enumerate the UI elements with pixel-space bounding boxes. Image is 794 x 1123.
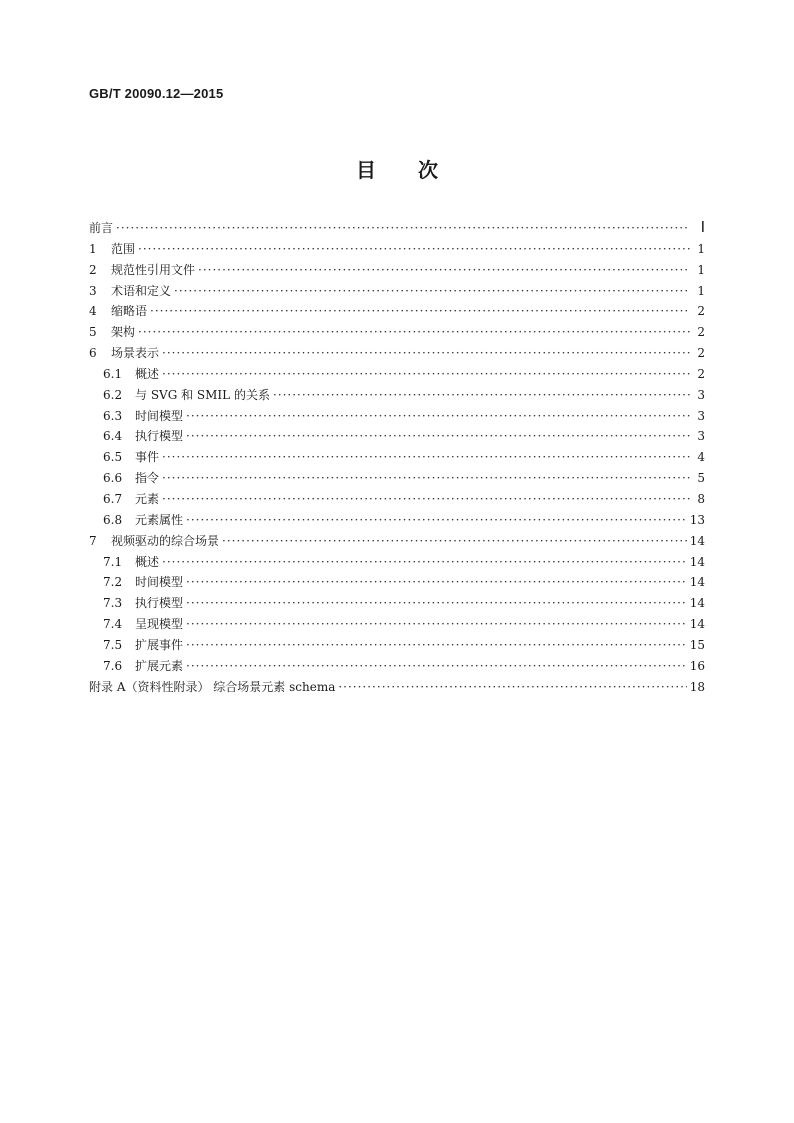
toc-dot-leader: [162, 447, 690, 468]
toc-entry-title: 附录 A（资料性附录） 综合场景元素 schema: [89, 679, 336, 694]
toc-entry-number: 7.2: [103, 575, 123, 590]
toc-entry-number: 6.7: [103, 491, 123, 506]
toc-entry-page: 1: [697, 241, 705, 256]
toc-dot-leader: [273, 385, 690, 406]
toc-entry-page: 2: [697, 346, 705, 361]
toc-entry-number: 6.2: [103, 387, 123, 402]
toc-entry-number: 6.4: [103, 429, 123, 444]
toc-entry-title: 架构: [111, 325, 136, 340]
toc-entry-title: 元素: [135, 491, 160, 506]
toc-entry-title: 时间模型: [135, 575, 184, 590]
toc-entry-number: 7.3: [103, 596, 123, 611]
toc-entry-20[interactable]: [89, 635, 705, 656]
toc-dot-leader: [138, 239, 690, 260]
toc-entry-page: 15: [689, 637, 705, 652]
toc-entry-19[interactable]: [89, 614, 705, 635]
toc-entry-number: 7.5: [103, 637, 123, 652]
toc-dot-leader: [186, 635, 687, 656]
toc-entry-number: 4: [89, 304, 97, 319]
toc-entry-title: 视频驱动的综合场景: [111, 533, 220, 548]
toc-entry-page: 3: [697, 387, 705, 402]
toc-entry-title: 与 SVG 和 SMIL 的关系: [135, 387, 270, 402]
toc-dot-leader: [162, 489, 690, 510]
toc-entry-title: 前言: [89, 221, 114, 235]
toc-dot-leader: [186, 572, 687, 593]
toc-entry-12[interactable]: [89, 468, 705, 489]
toc-entry-15[interactable]: [89, 531, 705, 552]
toc-entry-page: 2: [697, 304, 705, 319]
toc-entry-title: 概述: [135, 366, 160, 381]
toc-entry-4[interactable]: [89, 301, 705, 322]
toc-entry-number: 7.1: [103, 554, 123, 569]
toc-entry-title: 范围: [111, 241, 136, 256]
toc-entry-number: 6: [89, 346, 97, 361]
toc-entry-title: 元素属性: [135, 512, 184, 527]
toc-dot-leader: [186, 656, 687, 677]
toc-dot-leader: [162, 468, 690, 489]
toc-entry-0[interactable]: [89, 218, 705, 239]
toc-entry-page: 1: [697, 283, 705, 298]
toc-entry-9[interactable]: [89, 406, 705, 427]
toc-entry-page: 14: [689, 575, 705, 590]
toc-dot-leader: [198, 260, 690, 281]
toc-entry-page: 4: [697, 450, 705, 465]
toc-entry-page: 8: [697, 491, 705, 506]
toc-entry-title: 执行模型: [135, 429, 184, 444]
toc-entry-17[interactable]: [89, 572, 705, 593]
toc-entry-page: Ⅰ: [700, 220, 705, 236]
toc-entry-21[interactable]: [89, 656, 705, 677]
toc-dot-leader: [186, 593, 687, 614]
toc-entry-title: 规范性引用文件: [111, 262, 196, 277]
toc-entry-18[interactable]: [89, 593, 705, 614]
toc-entry-page: 2: [697, 325, 705, 340]
toc-entry-page: 18: [689, 679, 705, 694]
toc-entry-page: 1: [697, 262, 705, 277]
toc-entry-7[interactable]: [89, 364, 705, 385]
toc-entry-8[interactable]: [89, 385, 705, 406]
toc-entry-number: 7.4: [103, 617, 123, 632]
toc-entry-page: 14: [689, 533, 705, 548]
toc-entry-16[interactable]: [89, 552, 705, 573]
toc-entry-title: 术语和定义: [111, 283, 172, 298]
page-title: 目次: [356, 158, 480, 182]
toc-entry-title: 事件: [135, 450, 160, 465]
toc-entry-number: 7: [89, 533, 97, 548]
toc-entry-title: 呈现模型: [135, 617, 184, 632]
toc-entry-number: 2: [89, 262, 97, 277]
toc-entry-6[interactable]: [89, 343, 705, 364]
toc-entry-5[interactable]: [89, 322, 705, 343]
toc-entry-number: 3: [89, 283, 97, 298]
toc-dot-leader: [174, 281, 690, 302]
toc-entry-number: 5: [89, 325, 97, 340]
toc-dot-leader: [150, 301, 690, 322]
toc-entry-title: 时间模型: [135, 408, 184, 423]
table-of-contents: [89, 218, 705, 697]
toc-entry-number: 6.1: [103, 366, 123, 381]
toc-entry-title: 执行模型: [135, 596, 184, 611]
standard-code: GB/T 20090.12—2015: [89, 86, 224, 101]
toc-dot-leader: [138, 322, 690, 343]
toc-entry-title: 缩略语: [111, 304, 148, 319]
toc-dot-leader: [162, 343, 690, 364]
toc-dot-leader: [162, 552, 687, 573]
toc-entry-page: 16: [689, 658, 705, 673]
toc-entry-2[interactable]: [89, 260, 705, 281]
toc-dot-leader: [116, 218, 690, 239]
toc-entry-page: 14: [689, 596, 705, 611]
toc-dot-leader: [338, 677, 686, 698]
toc-entry-13[interactable]: [89, 489, 705, 510]
toc-entry-title: 扩展元素: [135, 658, 184, 673]
toc-dot-leader: [186, 406, 690, 427]
toc-entry-title: 指令: [135, 471, 160, 486]
toc-entry-title: 概述: [135, 554, 160, 569]
toc-entry-page: 14: [689, 617, 705, 632]
toc-entry-page: 2: [697, 366, 705, 381]
toc-entry-11[interactable]: [89, 447, 705, 468]
toc-entry-number: 1: [89, 241, 97, 256]
toc-entry-22[interactable]: [89, 677, 705, 698]
toc-entry-3[interactable]: [89, 281, 705, 302]
toc-entry-title: 场景表示: [111, 346, 160, 361]
toc-entry-title: 扩展事件: [135, 637, 184, 652]
toc-entry-10[interactable]: [89, 426, 705, 447]
toc-entry-page: 3: [697, 408, 705, 423]
toc-entry-number: 6.3: [103, 408, 123, 423]
toc-entry-number: 6.5: [103, 450, 123, 465]
toc-dot-leader: [186, 426, 690, 447]
toc-entry-number: 6.8: [103, 512, 123, 527]
toc-dot-leader: [222, 531, 687, 552]
toc-dot-leader: [186, 510, 687, 531]
toc-dot-leader: [186, 614, 687, 635]
toc-entry-page: 3: [697, 429, 705, 444]
toc-entry-1[interactable]: [89, 239, 705, 260]
toc-entry-number: 7.6: [103, 658, 123, 673]
toc-entry-page: 5: [697, 471, 705, 486]
toc-entry-number: 6.6: [103, 471, 123, 486]
toc-entry-14[interactable]: [89, 510, 705, 531]
toc-dot-leader: [162, 364, 690, 385]
toc-entry-page: 13: [689, 512, 705, 527]
toc-entry-page: 14: [689, 554, 705, 569]
